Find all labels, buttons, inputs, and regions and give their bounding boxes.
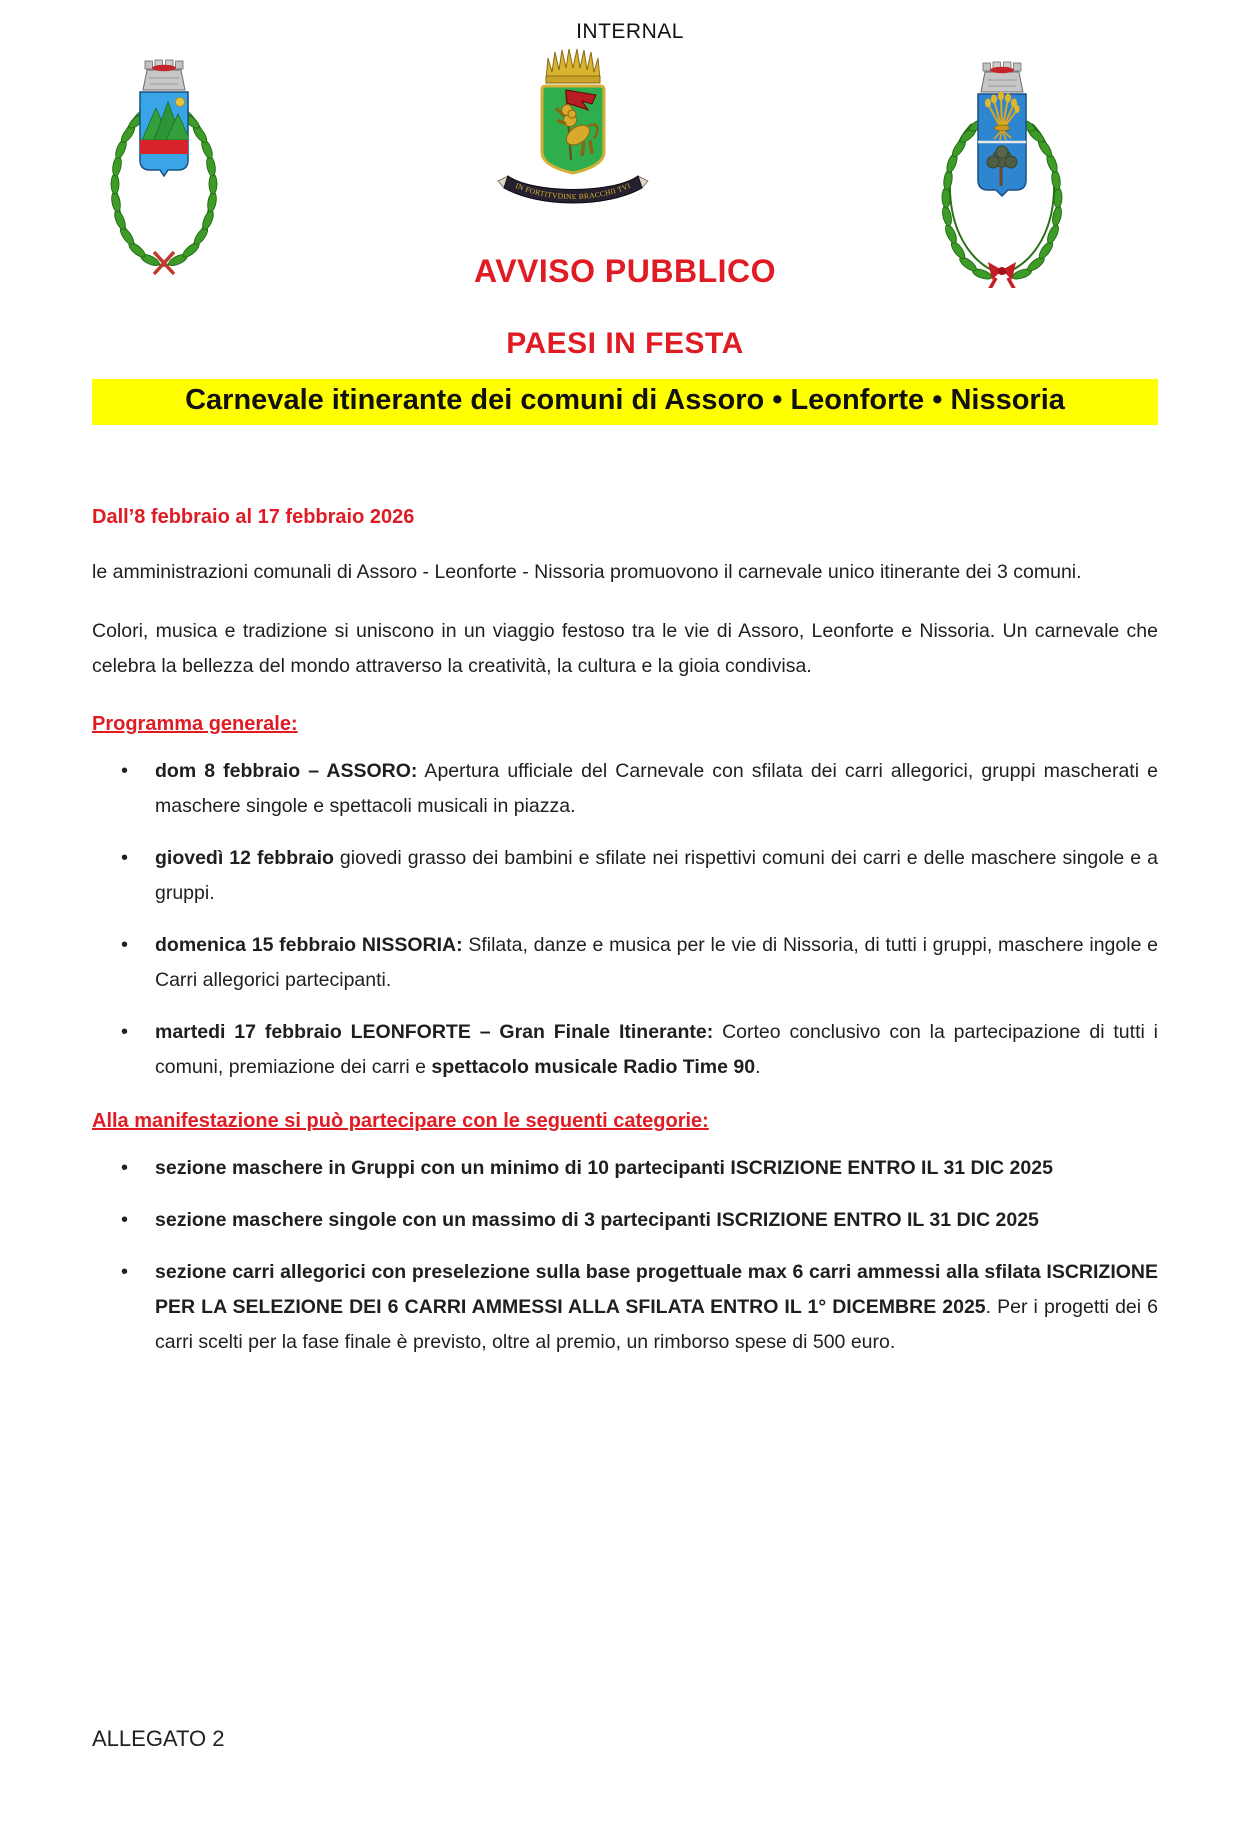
- item-text-bold: spettacolo musicale Radio Time 90: [431, 1056, 756, 1078]
- item-text-bold: sezione maschere in Gruppi con un minimo di 10 partecipanti ISCRIZIONE ENTRO IL 31 DIC 2025: [155, 1157, 1053, 1179]
- intro-paragraph-1: le amministrazioni comunali di Assoro - Leonforte - Nissoria promuovono il carnevale unico itinerante dei 3 comuni.: [92, 561, 1082, 583]
- program-item-2: [155, 841, 1158, 911]
- category-item-2: [155, 1203, 1158, 1238]
- item-text-bold: sezione maschere singole con un massimo di 3 partecipanti ISCRIZIONE ENTRO IL 31 DIC 2025: [155, 1209, 1039, 1231]
- item-text: giovedi grasso dei bambini e sfilate nei rispettivi comuni dei carri e delle maschere singole e a gruppi.: [155, 847, 1158, 904]
- main-title: AVVISO PUBBLICO: [473, 253, 777, 289]
- program-list: [92, 754, 1158, 1085]
- item-text-bold: sezione carri allegorici con preselezione sulla base progettuale max 6 carri ammessi alla sfilata ISCRIZIONE PER LA SELEZIONE DEI 6 CARRI AMMESSI ALLA SFILATA ENTRO IL 1° DICEMBRE 2025: [155, 1261, 1158, 1318]
- item-text-bold: dom 8 febbraio – ASSORO:: [155, 760, 418, 782]
- subtitle: PAESI IN FESTA: [506, 327, 744, 360]
- category-item-3: [155, 1255, 1158, 1360]
- leonforte-motto: IN FORTITVDINE BRACCHII TVI: [514, 180, 632, 202]
- program-item-1: [155, 754, 1158, 824]
- item-text: .: [755, 1056, 761, 1078]
- highlighted-title: Carnevale itinerante dei comuni di Assoro • Leonforte • Nissoria: [92, 379, 1158, 425]
- categories-heading: Alla manifestazione si può partecipare con le seguenti categorie:: [92, 1110, 709, 1132]
- program-item-4: [155, 1015, 1158, 1085]
- item-text: . Per i progetti dei 6 carri scelti per la fase finale è previsto, oltre al premio, un rimborso spese di 500 euro.: [155, 1296, 1158, 1353]
- item-text: Apertura ufficiale del Carnevale con sfilata dei carri allegorici, gruppi mascherati e maschere singole e spettacoli musicali in piazza.: [155, 760, 1158, 817]
- intro-paragraph-2: Colori, musica e tradizione si uniscono in un viaggio festoso tra le vie di Assoro, Leonforte e Nissoria. Un carnevale che celebra la bellezza del mondo attraverso la creatività, la cultura e la gioia condivisa.: [92, 620, 1158, 677]
- program-item-3: [155, 928, 1158, 998]
- document-body: [92, 0, 1158, 1360]
- category-item-1: [155, 1151, 1158, 1186]
- item-text-bold: martedi 17 febbraio LEONFORTE – Gran Finale Itinerante:: [155, 1021, 714, 1043]
- categories-list: [92, 1151, 1158, 1360]
- attachment-label: ALLEGATO 2: [92, 1726, 225, 1751]
- internal-watermark: INTERNAL: [576, 20, 684, 43]
- date-heading: Dall’8 febbraio al 17 febbraio 2026: [92, 506, 415, 528]
- item-text-bold: giovedì 12 febbraio: [155, 847, 334, 869]
- item-text-bold: domenica 15 febbraio NISSORIA:: [155, 934, 463, 956]
- item-text: Corteo conclusivo con la partecipazione di tutti i comuni, premiazione dei carri e: [155, 1021, 1159, 1078]
- item-text: Sfilata, danze e musica per le vie di Nissoria, di tutti i gruppi, maschere ingole e Carri allegorici partecipanti.: [155, 934, 1159, 991]
- program-heading: Programma generale:: [92, 713, 298, 735]
